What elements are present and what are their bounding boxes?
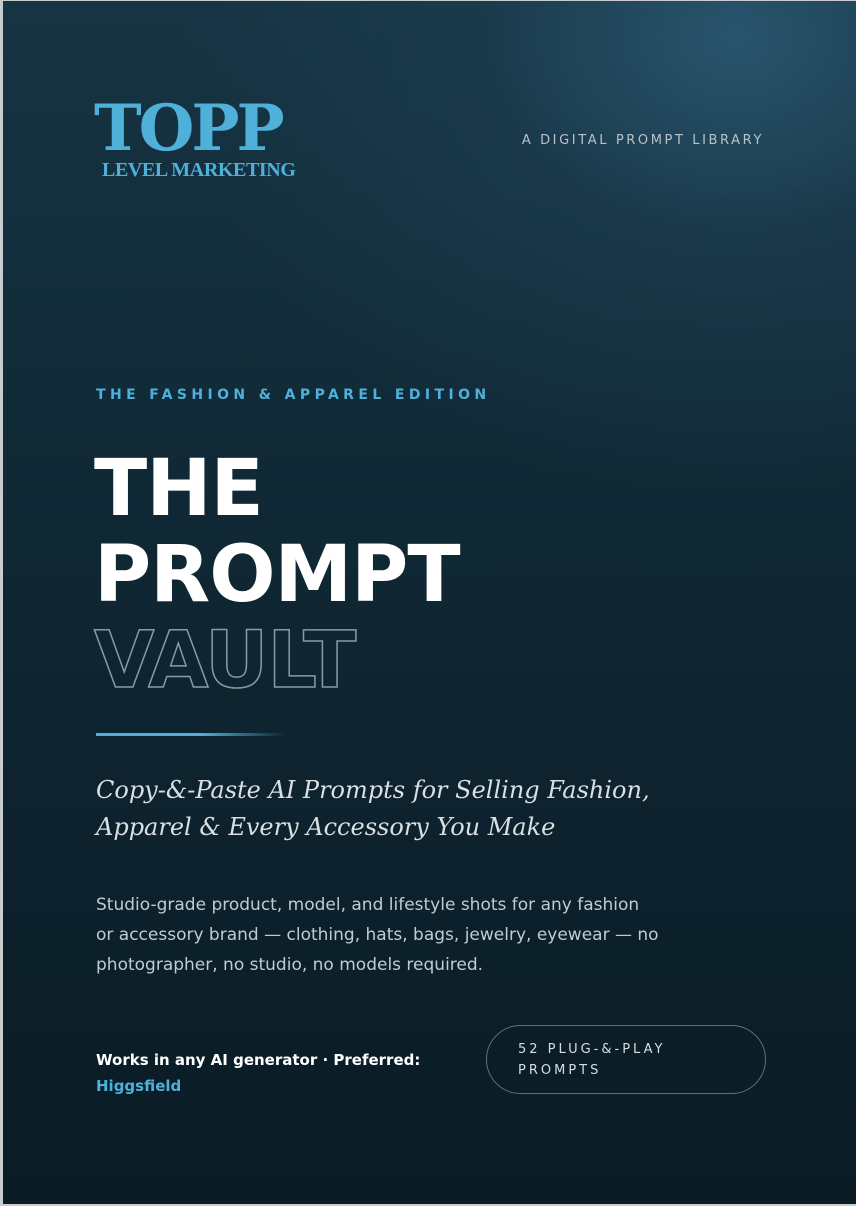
- description-line-2: or accessory brand — clothing, hats, bags, jewelry, eyewear — no: [96, 925, 659, 945]
- title-line-1: THE: [94, 444, 263, 534]
- title-line-3-outline: VAULT: [94, 616, 356, 706]
- cover-subtitle: [96, 772, 716, 846]
- library-tagline: A DIGITAL PROMPT LIBRARY: [521, 133, 764, 148]
- subtitle-line-1: Copy-&-Paste AI Prompts for Selling Fashion,: [96, 776, 650, 804]
- accent-divider: [96, 733, 286, 736]
- badge-line-1: 52 PLUG-&-PLAY: [518, 1042, 666, 1057]
- brand-logo: [94, 91, 324, 187]
- compatibility-note: [96, 1047, 420, 1099]
- subtitle-line-2: Apparel & Every Accessory You Make: [96, 813, 556, 841]
- preferred-generator: Higgsfield: [96, 1077, 182, 1095]
- edition-label: THE FASHION & APPAREL EDITION: [96, 387, 491, 403]
- badge-text: [518, 1039, 738, 1081]
- compatibility-label: Works in any AI generator · Preferred:: [96, 1051, 421, 1069]
- cover-page: [3, 1, 856, 1204]
- cover-description: [96, 890, 736, 980]
- logo-subtext: LEVEL MARKETING: [102, 159, 296, 181]
- badge-line-2: PROMPTS: [518, 1063, 602, 1078]
- title-line-2: PROMPT: [94, 530, 460, 620]
- logo-wordmark: TOPP: [94, 91, 282, 166]
- description-line-3: photographer, no studio, no models required.: [96, 955, 484, 975]
- description-line-1: Studio-grade product, model, and lifestyle shots for any fashion: [96, 895, 640, 915]
- prompt-count-badge: [486, 1025, 766, 1094]
